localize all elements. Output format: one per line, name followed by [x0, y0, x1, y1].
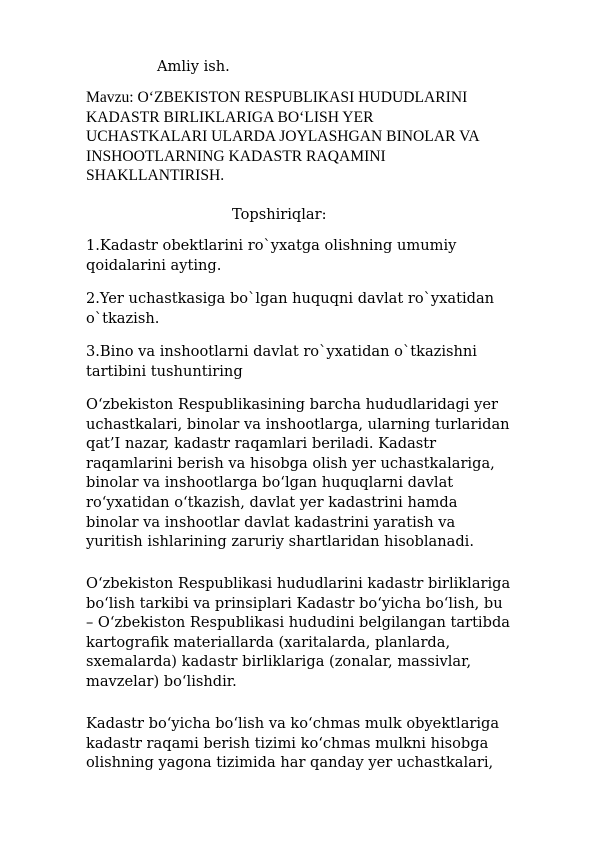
paragraph-line: kadastr raqami berish tizimi ko‘chmas mulkni hisobga	[86, 734, 489, 752]
paragraph-line: mavzelar) bo‘lishdir.	[86, 672, 237, 690]
paragraph-line: raqamlarini berish va hisobga olish yer uchastkalariga,	[86, 454, 495, 472]
task-item-2	[86, 289, 556, 328]
topic-line: UCHASTKALARI ULARDA JOYLASHGAN BINOLAR VA	[86, 128, 480, 146]
paragraph-line: binolar va inshootlar davlat kadastrini yaratish va	[86, 513, 456, 531]
tasks-heading	[232, 205, 596, 225]
topic-block	[86, 88, 556, 186]
task-line: 2.Yer uchastkasiga bo`lgan huquqni davlat ro`yxatidan	[86, 290, 495, 307]
paragraph-line: olishning yagona tizimida har qanday yer uchastkalari,	[86, 754, 494, 772]
paragraph-line: kartografik materiallarda (xaritalarda, planlarda,	[86, 633, 451, 651]
task-item-3	[86, 342, 556, 381]
heading-text: Amliy ish.	[157, 58, 230, 75]
topic-line: Mavzu: O‘ZBEKISTON RESPUBLIKASI HUDUDLARINI	[86, 89, 468, 106]
topic-line: INSHOOTLARNING KADASTR RAQAMINI	[86, 147, 386, 165]
task-line: o`tkazish.	[86, 309, 160, 327]
task-line: qoidalarini ayting.	[86, 256, 222, 274]
paragraph-line: qat’I nazar, kadastr raqamlari beriladi. Kadastr	[86, 435, 437, 453]
paragraph-line: sxemalarda) kadastr birliklariga (zonalar, massivlar,	[86, 653, 472, 671]
document-heading	[157, 57, 596, 77]
paragraph-line: Kadastr bo‘yicha bo‘lish va ko‘chmas mulk obyektlariga	[86, 715, 500, 732]
body-paragraph-3	[86, 714, 556, 773]
body-paragraph-2	[86, 574, 556, 692]
topic-line: SHAKLLANTIRISH.	[86, 167, 225, 185]
paragraph-line: – O‘zbekiston Respublikasi hududini belgilangan tartibda	[86, 614, 510, 632]
paragraph-line: O‘zbekiston Respublikasining barcha hududlaridagi yer	[86, 396, 499, 413]
paragraph-line: O‘zbekiston Respublikasi hududlarini kadastr birliklariga	[86, 575, 511, 592]
topic-line: KADASTR BIRLIKLARIGA BO‘LISH YER	[86, 108, 374, 126]
paragraph-line: uchastkalari, binolar va inshootlarga, ularning turlaridan	[86, 415, 510, 433]
paragraph-line: binolar va inshootlarga bo‘lgan huquqlarni davlat	[86, 474, 454, 492]
paragraph-line: ro‘yxatidan o‘tkazish, davlat yer kadastrini hamda	[86, 493, 458, 511]
tasks-heading-text: Topshiriqlar:	[232, 206, 327, 223]
task-line: tartibini tushuntiring	[86, 362, 243, 380]
task-item-1	[86, 236, 556, 275]
body-paragraph-1	[86, 395, 556, 552]
task-line: 1.Kadastr obektlarini ro`yxatga olishning umumiy	[86, 237, 457, 254]
paragraph-line: yuritish ishlarining zaruriy shartlaridan hisoblanadi.	[86, 533, 474, 551]
paragraph-line: bo‘lish tarkibi va prinsiplari Kadastr bo‘yicha bo‘lish, bu	[86, 594, 503, 612]
task-line: 3.Bino va inshootlarni davlat ro`yxatidan o`tkazishni	[86, 343, 477, 360]
